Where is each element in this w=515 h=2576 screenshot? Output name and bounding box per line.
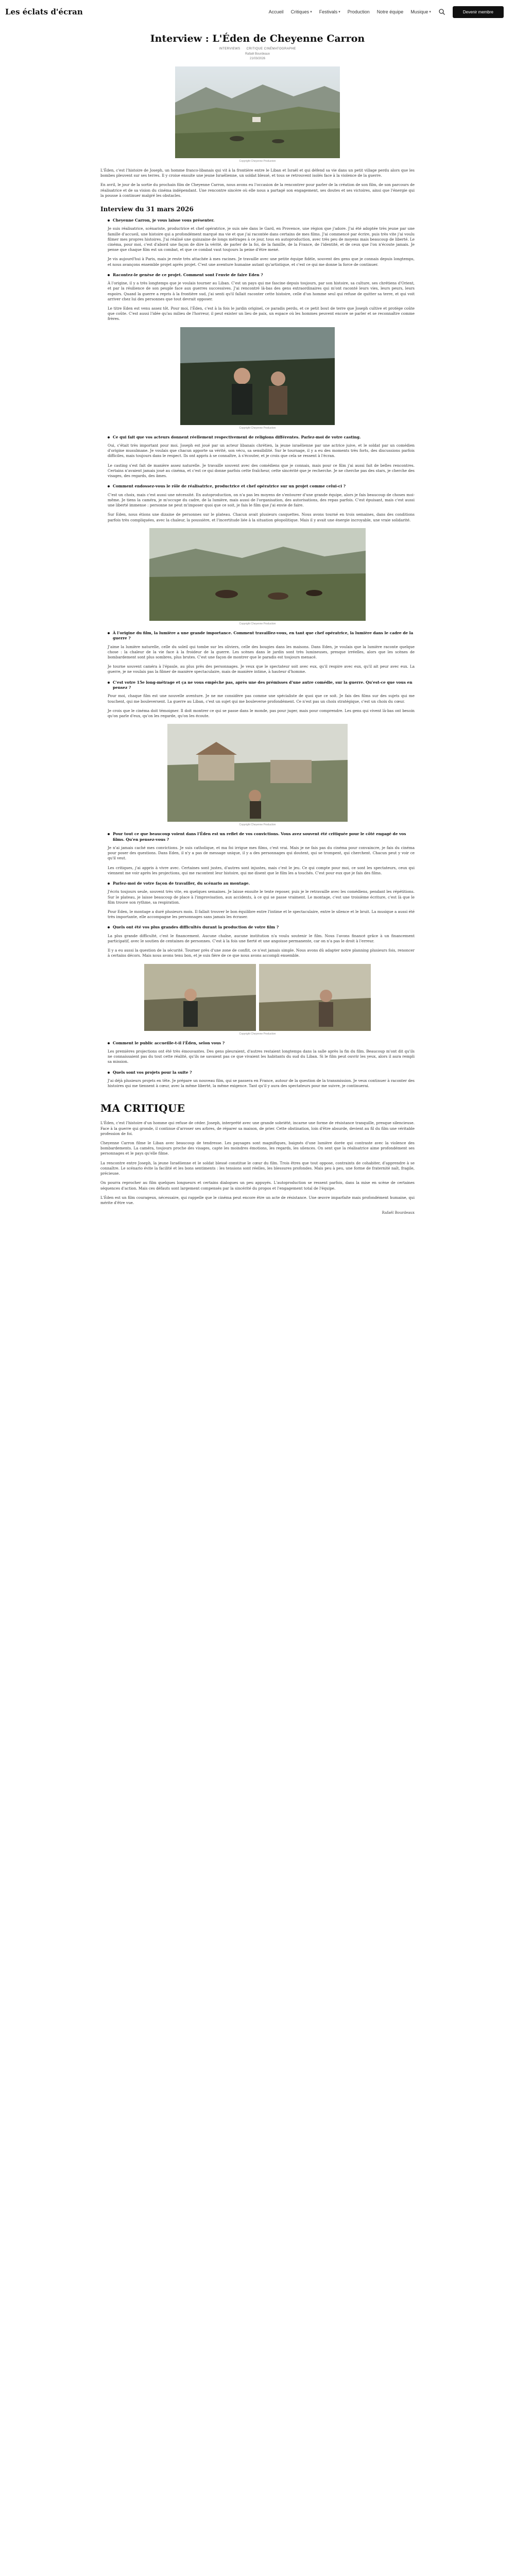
- chevron-down-icon: ▾: [310, 10, 312, 14]
- nav-label: Festivals: [319, 9, 338, 14]
- intro-paragraph: En avril, le jour de la sortie du prochain film de Cheyenne Carron, nous avons eu l'occasion de la rencontrer pour parler de la création de son film, de son parcours de réalisatrice et de sa vision du cinéma indépendant. Une rencontre sincère où elle nous a partagé son engagement, ses doutes et ses victoires, ainsi que l'énergie qui la pousse à continuer malgré les obstacles.: [100, 182, 415, 198]
- interview-answer: [100, 281, 415, 321]
- section-title: Interview du 31 mars 2026: [100, 206, 194, 213]
- film-still-left: [144, 964, 256, 1031]
- interview-question: [108, 631, 415, 641]
- bullet-icon: [108, 219, 110, 222]
- hero-photo: [175, 66, 340, 158]
- answer-paragraph: Je tourne souvent caméra à l'épaule, au plus près des personnages. Je veux que le spectateur soit avec eux, qu'il respire avec eux, qu'il ait peur avec eux. La guerre, je ne voulais pas la filmer de manière spectaculaire, mais de manière intime, à hauteur d'homme.: [108, 664, 415, 674]
- bullet-icon: [108, 883, 110, 885]
- search-icon[interactable]: [438, 8, 445, 15]
- nav-label: Accueil: [268, 9, 284, 14]
- image-caption: Copyright Cheyenne Production: [239, 823, 276, 827]
- article-title: Interview : L'Éden de Cheyenne Carron: [150, 33, 365, 44]
- bullet-icon: [108, 682, 110, 684]
- interview-question: [108, 832, 415, 842]
- nav-accueil[interactable]: [269, 9, 284, 14]
- answer-paragraph: J'écris toujours seule, souvent très vite, en quelques semaines. Je laisse ensuite le texte reposer, puis je le retravaille avec les comédiens, pendant les répétitions. Sur le plateau, je laisse beaucoup de place à l'improvisation, aux accidents, à ce qui se passe vraiment. Le montage, c'est une troisième écriture, c'est là que le film trouve son rythme, sa respiration.: [108, 889, 415, 905]
- site-header: [0, 0, 515, 24]
- question-text: À l'origine du film, la lumière a une grande importance. Comment travaillez-vous, en tant que chef opératrice, la lumière dans le cadre de la guerre ?: [113, 630, 414, 641]
- nav-musique[interactable]: [410, 9, 431, 14]
- bullet-icon: [108, 1072, 110, 1074]
- answer-paragraph: Les critiques, j'ai appris à vivre avec. Certaines sont justes, d'autres sont injustes, mais c'est le jeu. Ce qui compte pour moi, ce sont les spectateurs, ceux qui viennent me voir après les projections, qui me racontent leur histoire, qui me disent que le film les a touchés. C'est pour eux que je fais des films.: [108, 865, 415, 875]
- answer-paragraph: C'est un choix, mais c'est aussi une nécessité. En autoproduction, on n'a pas les moyens de s'entourer d'une grande équipe, alors je fais beaucoup de choses moi-même. Je tiens la caméra, je m'occupe du cadre, de la lumière, mais aussi de l'organisation, des autorisations, des repas parfois. C'est épuisant, mais c'est aussi une liberté immense : personne ne peut m'imposer quoi que ce soit, je fais le film que j'ai envie de faire.: [108, 492, 415, 508]
- question-text: Parlez-moi de votre façon de travailler, du scénario au montage.: [113, 881, 250, 886]
- question-text: C'est votre 15e long-métrage et ça ne vous empêche pas, après une des prémisses d'une autre comédie, sur la guerre. Qu'est-ce que vous en pensez ?: [113, 680, 413, 690]
- interview-answer: [100, 845, 415, 876]
- dual-still-row: [144, 964, 371, 1031]
- interview-answer: [100, 889, 415, 920]
- critique-paragraph: L'Éden est un film courageux, nécessaire, qui rappelle que le cinéma peut encore être un acte de résistance. Une œuvre imparfaite mais profondément humaine, qui mérite d'être vue.: [100, 1195, 415, 1205]
- interview-answer: [100, 443, 415, 479]
- interview-question: [108, 1041, 415, 1046]
- main-nav: [269, 6, 504, 18]
- interview-question: [108, 484, 415, 489]
- landscape-photo: [149, 528, 366, 621]
- interview-answer: [100, 1078, 415, 1089]
- bullet-icon: [108, 274, 110, 276]
- site-brand[interactable]: Les éclats d'écran: [5, 7, 83, 16]
- bullet-icon: [108, 833, 110, 835]
- question-text: Quels sont vos projets pour la suite ?: [113, 1070, 192, 1075]
- interview-question: [108, 1070, 415, 1075]
- answer-paragraph: Je vis aujourd'hui à Paris, mais je reste très attachée à mes racines. Je travaille avec une petite équipe fidèle, souvent des gens que je connais depuis longtemps, et nous avançons ensemble projet après projet. C'est une aventure humaine autant qu'artistique, et c'est ce qui me donne la force de continuer.: [108, 257, 415, 267]
- article-date: 21/03/2026: [249, 57, 266, 60]
- interview-question: [108, 925, 415, 930]
- intro-paragraph: L'Éden, c'est l'histoire de Joseph, un homme franco-libanais qui vit à la frontière entre le Liban et Israël et qui défend sa vie dans un petit village perdu alors que les bombes pleuvent sur ses terres. Il y croise ensuite une jeune Israélienne, un soldat blessé, et tous se retrouvent isolés face à la violence de la guerre.: [100, 168, 415, 178]
- interview-answer: [100, 226, 415, 267]
- chevron-down-icon: ▾: [429, 10, 431, 14]
- answer-paragraph: Je suis réalisatrice, scénariste, productrice et chef opératrice, je suis née dans le Gard, en Provence, une région que j'adore. J'ai été adoptée très jeune par une famille d'accueil, une histoire qui a profondément marqué ma vie et que j'ai racontée dans certains de mes films. J'ai commencé par écrire, puis très vite j'ai voulu filmer mes propres histoires. J'ai réalisé une quinzaine de longs métrages à ce jour, tous en autoproduction, avec très peu de moyens mais beaucoup de liberté. Le cinéma, pour moi, c'est d'abord une façon de dire la vérité, de parler de la foi, de la famille, de la France, de l'identité, et de ceux que l'on n'écoute jamais. Je pense que chaque film est un combat, et que ce combat vaut toujours la peine d'être mené.: [108, 226, 415, 252]
- answer-paragraph: J'aime la lumière naturelle, celle du soleil qui tombe sur les oliviers, celle des bougies dans les maisons. Dans Eden, je voulais que la lumière raconte quelque chose : la chaleur de la vie face à la froideur de la guerre. Les scènes dans le jardin sont très lumineuses, presque irréelles, alors que les scènes de bombardement sont plus sombres, plus brutes. C'est une façon de montrer que le paradis est toujours menacé.: [108, 644, 415, 659]
- nav-production[interactable]: [348, 9, 370, 14]
- answer-paragraph: Je n'ai jamais caché mes convictions. Je suis catholique, et ma foi irrigue mes films, c'est vrai. Mais je ne fais pas du cinéma pour convaincre, je fais du cinéma pour poser des questions. Dans Eden, il n'y a pas de message unique, il y a des personnages qui doutent, qui se trompent, qui cherchent. Chacun peut y voir ce qu'il veut.: [108, 845, 415, 861]
- answer-paragraph: Il y a eu aussi la question de la sécurité. Tourner près d'une zone de conflit, ce n'est jamais simple. Nous avons dû adapter notre planning plusieurs fois, renoncer à certains décors. Mais nous avons tenu bon, et je suis fière de ce que nous avons accompli ensemble.: [108, 948, 415, 958]
- bullet-icon: [108, 436, 110, 438]
- village-figure: [167, 724, 348, 826]
- chevron-down-icon: ▾: [338, 10, 340, 14]
- nav-label: Notre équipe: [376, 9, 404, 14]
- footer-spacer: [100, 1218, 415, 1223]
- question-text: Pour tout ce que beaucoup voient dans l'Éden est un reflet de vos convictions. Vous avez souvent été critiquée pour le côté engagé de vos films. Qu'en pensez-vous ?: [113, 832, 406, 842]
- interview-question: [108, 881, 415, 886]
- interview-question: [108, 273, 415, 278]
- critique-paragraph: La rencontre entre Joseph, la jeune Israélienne et le soldat blessé constitue le cœur du film. Trois êtres que tout oppose, contraints de cohabiter, d'apprendre à se connaître. Le scénario évite la facilité et les bons sentiments : les tensions sont réelles, les blessures profondes. Mais peu à peu, une forme de fraternité naît, fragile, précieuse.: [100, 1160, 415, 1176]
- bullet-icon: [108, 485, 110, 487]
- answer-paragraph: Les premières projections ont été très émouvantes. Des gens pleuraient, d'autres restaient longtemps dans la salle après la fin du film. Beaucoup m'ont dit qu'ils ne connaissaient pas du tout cette réalité, qu'ils ne savaient pas ce que vivaient les habitants du sud du Liban. Si le film peut ouvrir les yeux, alors il aura rempli sa mission.: [108, 1049, 415, 1064]
- tag-link[interactable]: INTERVIEWS: [219, 47, 241, 50]
- author-signature: Rafaël Bourdeaux: [382, 1211, 415, 1215]
- answer-paragraph: Oui, c'était très important pour moi. Joseph est joué par un acteur libanais chrétien, la jeune israélienne par une actrice juive, et le soldat par un comédien d'origine musulmane. Je voulais que chacun apporte sa vérité, son vécu, sa sensibilité. Sur le tournage, il y a eu des moments très forts, des discussions parfois difficiles, mais toujours dans le respect. Ils ont appris à se connaître, à s'écouter, et je crois que cela se ressent à l'écran.: [108, 443, 415, 459]
- answer-paragraph: J'ai déjà plusieurs projets en tête. Je prépare un nouveau film, qui se passera en France, autour de la question de la transmission. Je veux continuer à raconter des histoires qui me tiennent à cœur, avec la même liberté, la même exigence. Tant qu'il y aura des spectateurs pour me suivre, je continuerai.: [108, 1078, 415, 1089]
- film-still-right: [259, 964, 371, 1031]
- landscape-figure: [149, 528, 366, 625]
- nav-critiques[interactable]: [291, 9, 312, 14]
- interview-answer: [100, 693, 415, 719]
- nav-label: Production: [347, 9, 370, 14]
- article: [100, 24, 415, 1223]
- interview-answer: [100, 934, 415, 959]
- question-text: Comment endossez-vous le rôle de réalisatrice, productrice et chef opératrice sur un projet comme celui-ci ?: [113, 484, 346, 489]
- hero-figure: [175, 66, 340, 163]
- question-text: Cheyenne Carron, je vous laisse vous présenter.: [113, 218, 215, 223]
- nav-label: Critiques: [290, 9, 310, 14]
- interview-answer: [100, 1049, 415, 1065]
- interview-question: [108, 435, 415, 440]
- answer-paragraph: Pour Eden, le montage a duré plusieurs mois. Il fallait trouver le bon équilibre entre l'intime et le spectaculaire, entre le silence et le bruit. La musique a aussi été très importante, elle accompagne les personnages sans jamais les écraser.: [108, 909, 415, 920]
- interview-question: [108, 680, 415, 691]
- interview-answer: [100, 645, 415, 675]
- critique-paragraph: Cheyenne Carron filme le Liban avec beaucoup de tendresse. Les paysages sont magnifiques, baignés d'une lumière dorée qui contraste avec la violence des bombardements. La caméra, toujours proche des visages, capte les moindres émotions, les regards, les silences. On sent que la réalisatrice aime profondément ses personnages et le pays qu'elle filme.: [100, 1141, 415, 1156]
- question-text: Racontez-le genèse de ce projet. Comment sont l'envie de faire Eden ?: [113, 272, 263, 277]
- nav-festivals[interactable]: [319, 9, 340, 14]
- image-caption: Copyright Cheyenne Production: [239, 160, 276, 163]
- dual-still-figure: [144, 964, 371, 1036]
- critique-paragraph: On pourra reprocher au film quelques longueurs et certains dialogues un peu appuyés. L'autoproduction se ressent parfois, dans la mise en scène de certaines séquences d'action. Mais ces défauts sont largement compensés par la sincérité du propos et l'engagement total de l'équipe.: [100, 1180, 415, 1191]
- answer-paragraph: Le casting s'est fait de manière assez naturelle. Je travaille souvent avec des comédiens que je connais, mais pour ce film j'ai aussi fait de belles rencontres. Certains n'avaient jamais joué au cinéma, et c'est ce qui donne parfois cette fraîcheur, cette sincérité que je recherche. Je ne cherche pas des stars, je cherche des visages, des regards, des âmes.: [108, 463, 415, 479]
- image-caption: Copyright Cheyenne Production: [239, 1032, 276, 1036]
- bullet-icon: [108, 632, 110, 634]
- question-text: Quels ont été vos plus grandes difficultés durant la production de votre film ?: [113, 925, 279, 930]
- answer-paragraph: La plus grande difficulté, c'est le financement. Aucune chaîne, aucune institution n'a voulu soutenir le film. Nous l'avons financé grâce à un financement participatif, avec le soutien de centaines de personnes. C'est à la fois une fierté et une angoisse permanente, car on n'a pas le droit à l'erreur.: [108, 933, 415, 944]
- critique-title: MA CRITIQUE: [100, 1102, 185, 1115]
- bullet-icon: [108, 926, 110, 928]
- answer-paragraph: Sur Eden, nous étions une dizaine de personnes sur le plateau. Chacun avait plusieurs casquettes. Nous avons tourné en trois semaines, dans des conditions parfois très compliquées, avec la chaleur, la poussière, et l'incertitude liée à la situation géopolitique. Mais il y avait une énergie incroyable, une vraie solidarité.: [108, 512, 415, 522]
- nav-equipe[interactable]: [377, 9, 404, 14]
- question-text: Comment le public accueille-t-il l'Éden, selon vous ?: [113, 1040, 225, 1045]
- answer-paragraph: Je crois que le cinéma doit témoigner. Il doit montrer ce qui se passe dans le monde, pas pour juger, mais pour comprendre. Les gens qui vivent là-bas ont besoin qu'on parle d'eux, qu'on les regarde, qu'on les écoute.: [108, 708, 415, 718]
- village-photo: [167, 724, 348, 822]
- film-still-figure: [180, 327, 335, 430]
- answer-paragraph: Le titre Eden est venu assez tôt. Pour moi, l'Éden, c'est à la fois le jardin originel, ce paradis perdu, et ce petit bout de terre que Joseph cultive et protège coûte que coûte. C'est aussi l'idée qu'au milieu de l'horreur, il peut exister un lieu de paix, un espace où les hommes peuvent encore se parler et se reconnaître comme frères.: [108, 306, 415, 321]
- nav-label: Musique: [410, 9, 428, 14]
- answer-paragraph: À l'origine, il y a très longtemps que je voulais tourner au Liban. C'est un pays qui me fascine depuis toujours, par son histoire, sa culture, ses chrétiens d'Orient, et par la résilience de son peuple face aux guerres successives. J'ai rencontré là-bas des gens extraordinaires qui m'ont raconté leurs vies, leurs peurs, leurs espoirs. Quand la guerre a repris à la frontière sud, j'ai senti qu'il fallait raconter cette histoire, celle d'un homme seul qui refuse de quitter sa terre, et qui voit arriver chez lui des personnes que tout devrait opposer.: [108, 281, 415, 301]
- film-still-photo: [180, 327, 335, 425]
- interview-answer: [100, 493, 415, 523]
- article-tags: [100, 47, 415, 50]
- answer-paragraph: Pour moi, chaque film est une nouvelle aventure. Je ne me considère pas comme une spécialiste de quoi que ce soit. Je fais des films sur des sujets qui me touchent, qui me bouleversent. La guerre au Liban, c'est un sujet qui me bouleverse profondément. Ce n'est pas un choix stratégique, c'est un choix du cœur.: [108, 693, 415, 704]
- article-author[interactable]: Rafaël Bourdeaux: [245, 53, 270, 56]
- critique-paragraph: L'Éden, c'est l'histoire d'un homme qui refuse de céder. Joseph, interprété avec une grande sobriété, incarne une forme de résistance tranquille, presque silencieuse. Face à la guerre qui gronde, il continue d'arroser ses arbres, de réparer sa maison, de prier. Cette obstination, loin d'être absurde, devient au fil du film une véritable profession de foi.: [100, 1121, 415, 1136]
- interview-question: [108, 218, 415, 223]
- question-text: Ce qui fait que vos acteurs donnent réellement respectivement de religions différentes. Parlez-moi de votre casting.: [113, 434, 361, 439]
- image-caption: Copyright Cheyenne Production: [239, 426, 276, 430]
- join-button[interactable]: Devenir membre: [453, 6, 504, 18]
- image-caption: Copyright Cheyenne Production: [239, 622, 276, 625]
- bullet-icon: [108, 1042, 110, 1044]
- tag-link[interactable]: CRITIQUE CINÉMATOGRAPHE: [246, 47, 296, 50]
